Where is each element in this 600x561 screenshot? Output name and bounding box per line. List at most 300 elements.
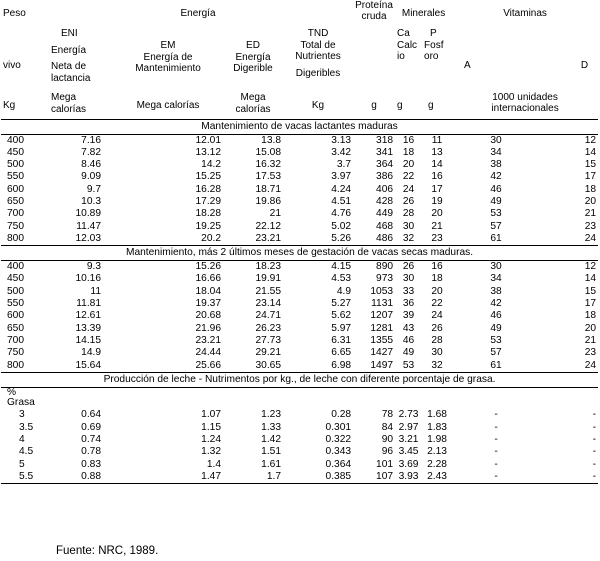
table-cell: - xyxy=(452,471,528,484)
table-row xyxy=(1,273,598,285)
table-cell: 0.385 xyxy=(283,471,353,484)
table-cell: 30 xyxy=(402,273,415,285)
table-cell: 8.46 xyxy=(81,159,101,171)
table-cell: 9.09 xyxy=(81,171,101,183)
table-cell: 0.83 xyxy=(81,458,101,470)
table-cell: 20.68 xyxy=(195,310,221,322)
table-cell: 20 xyxy=(584,195,597,207)
table-cell: 0.301 xyxy=(325,421,352,433)
table-cell: 11 xyxy=(431,134,443,146)
table-cell: 21.55 xyxy=(255,285,281,297)
table-cell: 18 xyxy=(431,273,443,285)
table-cell: 84 xyxy=(381,421,394,433)
table-cell: 1355 xyxy=(370,334,394,346)
ed-line3: Digerible xyxy=(233,63,273,74)
table-cell: 5.26 xyxy=(331,232,352,244)
table-cell: 318 xyxy=(376,134,394,146)
table-cell: 13 xyxy=(431,146,443,158)
table-cell: 17 xyxy=(431,183,443,195)
table-cell: 18 xyxy=(584,183,597,195)
table-cell: 19.37 xyxy=(195,298,221,310)
unit-ed-line1: Mega xyxy=(240,92,266,103)
table-cell: 4.5 xyxy=(19,446,34,458)
table-cell: 5.62 xyxy=(331,310,352,322)
unit-eni-line2: calorías xyxy=(51,103,87,115)
table-cell: 46 xyxy=(490,183,502,195)
grasa-header xyxy=(1,387,43,409)
table-cell: 39 xyxy=(402,310,415,322)
table-cell: 21 xyxy=(584,334,597,346)
table-cell: 890 xyxy=(376,261,394,273)
table-cell: 12 xyxy=(584,261,597,273)
table-row xyxy=(1,171,598,183)
header-proteina-blank xyxy=(353,28,395,92)
table-row xyxy=(1,286,598,298)
header-energia: Energía xyxy=(180,8,216,20)
table-cell: 19.91 xyxy=(255,273,281,285)
table-cell: 486 xyxy=(376,232,394,244)
table-cell: 24.71 xyxy=(255,310,281,322)
p-line3: oro xyxy=(424,51,439,62)
table-cell: 22.12 xyxy=(255,220,281,232)
table-cell: 49 xyxy=(402,347,415,359)
table-cell: 16 xyxy=(431,171,443,183)
ca-line3: io xyxy=(397,51,405,62)
table-cell: 24 xyxy=(584,232,597,244)
table-cell: 600 xyxy=(7,183,24,195)
table-cell: 22 xyxy=(431,298,443,310)
unit-vit-line2: internacionales xyxy=(491,103,559,114)
table-cell: 400 xyxy=(7,134,24,146)
table-cell: 19.25 xyxy=(195,220,221,232)
header-peso: Peso xyxy=(3,8,26,20)
table-cell: 0.88 xyxy=(43,471,113,484)
table-cell: 449 xyxy=(376,208,394,220)
table-cell: 0.364 xyxy=(325,458,352,470)
table-cell: 61 xyxy=(490,232,502,244)
table-cell: 30.65 xyxy=(255,359,281,371)
table-row xyxy=(1,422,598,434)
table-row xyxy=(1,434,598,446)
tnd-line4: Digeribles xyxy=(295,67,341,79)
table-cell: 4.9 xyxy=(336,285,352,297)
table-cell: 1.4 xyxy=(206,458,221,470)
table-cell: 14 xyxy=(431,159,443,171)
table-cell: 16 xyxy=(402,134,415,146)
table-cell: 11 xyxy=(90,285,101,297)
table-cell: 800 xyxy=(7,232,24,244)
table-cell: 15.64 xyxy=(75,359,101,371)
table-row xyxy=(1,310,598,322)
table-cell: 6.98 xyxy=(331,359,352,371)
table-cell: 364 xyxy=(376,159,394,171)
table-cell: 11.47 xyxy=(76,220,101,232)
table-cell: 21 xyxy=(584,208,597,220)
table-cell: 21.96 xyxy=(195,322,221,334)
table-cell: 42 xyxy=(490,298,502,310)
table-cell: 17.29 xyxy=(195,195,221,207)
table-cell: 23 xyxy=(431,232,443,244)
table-cell: 1.68 xyxy=(427,409,447,421)
table-cell: 750 xyxy=(7,347,24,359)
table-cell: 57 xyxy=(490,347,502,359)
table-cell: 1.47 xyxy=(113,471,223,484)
header-ca xyxy=(395,28,422,92)
table-cell: 12.03 xyxy=(75,232,101,244)
header-vitaminas: Vitaminas xyxy=(503,8,547,20)
table-cell: 700 xyxy=(7,334,24,346)
table-cell: 2.73 xyxy=(398,409,419,421)
table-cell: 36 xyxy=(402,298,415,310)
table-row xyxy=(1,459,598,471)
table-cell: 43 xyxy=(402,322,415,334)
table-cell: 386 xyxy=(376,171,394,183)
ca-abbr: Ca xyxy=(397,28,410,39)
table-cell: 500 xyxy=(7,285,24,297)
table-cell: 29.21 xyxy=(255,347,281,359)
table-cell: 3.69 xyxy=(398,458,419,470)
table-row xyxy=(1,159,598,171)
header-proteina: Proteína cruda xyxy=(355,0,393,22)
table-cell: 3.13 xyxy=(331,134,352,146)
table-cell: 468 xyxy=(376,220,394,232)
table-row xyxy=(1,261,598,274)
table-cell: 13.12 xyxy=(195,146,221,158)
table-cell: 800 xyxy=(7,359,24,371)
table-cell: 38 xyxy=(490,159,502,171)
table-row xyxy=(1,233,598,246)
table-cell: 12 xyxy=(584,134,597,146)
eni-line2: Energía xyxy=(51,44,87,56)
table-cell: 23.21 xyxy=(255,232,281,244)
unit-em: Mega calorías xyxy=(136,99,200,111)
table-cell: 500 xyxy=(7,159,24,171)
table-row xyxy=(1,347,598,359)
table-cell: 23 xyxy=(584,220,597,232)
header-vivo: vivo xyxy=(3,60,21,72)
em-line3: Mantenimiento xyxy=(135,63,201,74)
ca-line2: Calc xyxy=(397,39,418,51)
table-cell: 1.23 xyxy=(261,409,281,421)
table-header xyxy=(1,0,598,119)
table-cell: 1.24 xyxy=(201,433,221,445)
table-cell: 49 xyxy=(490,322,502,334)
table-row xyxy=(1,196,598,208)
table-cell: - xyxy=(592,433,597,445)
table-cell: 14.15 xyxy=(75,334,101,346)
table-cell: 1.42 xyxy=(261,433,281,445)
table-cell: 20 xyxy=(431,285,443,297)
table-cell: 0.69 xyxy=(81,421,101,433)
table-cell: 3.7 xyxy=(336,159,352,171)
unit-tnd: Kg xyxy=(311,99,325,111)
table-cell: 1.51 xyxy=(261,446,281,458)
header-eni xyxy=(43,28,113,92)
table-cell: 1.83 xyxy=(427,421,447,433)
table-cell: 9.7 xyxy=(86,183,101,195)
table-cell: 1.15 xyxy=(201,421,221,433)
header-ed xyxy=(223,28,283,92)
table-cell: 600 xyxy=(7,310,24,322)
table-cell: 16 xyxy=(431,261,443,273)
table-cell: 5.02 xyxy=(331,220,352,232)
table-cell: 3.93 xyxy=(395,471,422,484)
section-title: Producción de leche - Nutrimentos por kg., de leche con diferente porcentaje de grasa. xyxy=(1,372,598,387)
table-cell: 406 xyxy=(376,183,394,195)
table-cell: 1497 xyxy=(370,359,394,371)
table-cell: 341 xyxy=(376,146,394,158)
unit-eni xyxy=(43,92,113,119)
table-cell: 24 xyxy=(431,310,443,322)
table-cell: 4.15 xyxy=(331,261,352,273)
grasa-percent: % xyxy=(7,386,17,398)
table-row xyxy=(1,134,598,147)
table-cell: 61 xyxy=(490,359,502,371)
header-vit-a: A xyxy=(464,60,471,72)
table-cell: - xyxy=(494,409,498,421)
table-cell: - xyxy=(528,471,598,484)
table-cell: 10.3 xyxy=(81,195,101,207)
table-cell: 17 xyxy=(584,171,597,183)
table-cell: 21 xyxy=(269,208,281,220)
table-cell: 1.07 xyxy=(201,409,221,421)
table-cell: 3.97 xyxy=(331,171,352,183)
table-cell: 15.26 xyxy=(195,261,221,273)
table-cell: 400 xyxy=(7,261,24,273)
table-cell: 23 xyxy=(584,347,597,359)
table-cell: 53 xyxy=(490,208,502,220)
table-cell: 18.28 xyxy=(195,208,221,220)
section-milk-production xyxy=(1,372,598,483)
table-cell: 14.9 xyxy=(81,347,101,359)
table-cell: - xyxy=(592,446,597,458)
table-cell: 34 xyxy=(490,146,502,158)
table-cell: 21 xyxy=(431,220,443,232)
table-cell: 3.45 xyxy=(398,446,419,458)
table-cell: 11.81 xyxy=(76,298,101,310)
table-cell: 27.73 xyxy=(255,334,281,346)
table-cell: 46 xyxy=(490,310,502,322)
table-cell: - xyxy=(592,458,597,470)
table-cell: 57 xyxy=(490,220,502,232)
header-p xyxy=(422,28,452,92)
unit-eni-line1: Mega xyxy=(51,92,77,103)
table-row xyxy=(1,471,598,484)
table-cell: 32 xyxy=(402,232,415,244)
table-cell: 24.44 xyxy=(195,347,221,359)
table-cell: 19 xyxy=(431,195,443,207)
table-cell: 1.98 xyxy=(427,433,447,445)
ed-abbr: ED xyxy=(246,40,260,51)
table-cell: 12.61 xyxy=(75,310,101,322)
eni-line3: Neta de lactancia xyxy=(51,61,91,84)
table-cell: 5.27 xyxy=(331,298,352,310)
table-cell: 4.24 xyxy=(331,183,352,195)
table-cell: 0.74 xyxy=(81,433,101,445)
table-cell: 650 xyxy=(7,195,24,207)
table-cell: 18 xyxy=(584,310,597,322)
source-note: Fuente: NRC, 1989. xyxy=(56,545,159,557)
table-cell: 19.86 xyxy=(255,195,281,207)
section-lactating-maintenance xyxy=(1,119,598,246)
table-cell: 26 xyxy=(402,261,415,273)
header-tnd xyxy=(283,28,353,92)
table-cell: - xyxy=(494,446,498,458)
table-cell: 16.32 xyxy=(255,159,281,171)
table-cell: 18.23 xyxy=(255,261,281,273)
p-abbr: P xyxy=(430,28,437,39)
table-cell: 17.53 xyxy=(255,171,281,183)
tnd-line3: Nutrientes xyxy=(295,51,341,62)
table-cell: 23.14 xyxy=(255,298,281,310)
table-row xyxy=(1,446,598,458)
unit-vitaminas xyxy=(452,92,598,119)
table-cell: 10.89 xyxy=(75,208,101,220)
table-cell: 4.76 xyxy=(331,208,352,220)
table-cell: 973 xyxy=(376,273,394,285)
table-cell: 1207 xyxy=(370,310,394,322)
table-cell: 16.66 xyxy=(195,273,221,285)
table-cell: 38 xyxy=(490,285,502,297)
table-cell: 1427 xyxy=(370,347,394,359)
table-cell: 30 xyxy=(490,261,502,273)
table-cell: 26 xyxy=(431,322,443,334)
table-cell: 1.32 xyxy=(201,446,221,458)
table-cell: 16.28 xyxy=(195,183,221,195)
grasa-header-spacer xyxy=(43,387,598,409)
table-cell: 96 xyxy=(381,446,394,458)
table-cell: 1281 xyxy=(370,322,394,334)
table-row xyxy=(1,335,598,347)
unit-vit-line1: 1000 unidades xyxy=(492,92,558,103)
table-cell: 3.42 xyxy=(331,146,352,158)
grasa-label: Grasa xyxy=(7,397,35,409)
section-title: Mantenimiento de vacas lactantes maduras xyxy=(1,119,598,134)
table-cell: 101 xyxy=(376,458,394,470)
table-cell: 24 xyxy=(584,359,597,371)
unit-p: g xyxy=(428,99,434,111)
table-cell: 450 xyxy=(7,146,24,158)
table-cell: 5 xyxy=(19,458,25,470)
table-cell: 0.343 xyxy=(325,446,352,458)
tnd-abbr: TND xyxy=(307,28,329,39)
eni-abbr: ENI xyxy=(61,28,78,39)
table-cell: 15 xyxy=(584,159,597,171)
table-cell: 28 xyxy=(402,208,415,220)
table-cell: 2.43 xyxy=(422,471,452,484)
table-cell: 3 xyxy=(19,409,25,421)
table-cell: 650 xyxy=(7,322,24,334)
table-cell: 15.08 xyxy=(255,146,281,158)
table-cell: 1.61 xyxy=(261,458,281,470)
table-cell: 14 xyxy=(584,146,597,158)
table-cell: 30 xyxy=(490,134,502,146)
section-gestation-maintenance xyxy=(1,246,598,373)
table-row xyxy=(1,323,598,335)
table-cell: 20.2 xyxy=(201,232,221,244)
table-cell: 23.21 xyxy=(195,334,221,346)
table-cell: 30 xyxy=(431,347,443,359)
unit-kg: Kg xyxy=(3,99,16,111)
table-cell: 26.23 xyxy=(255,322,281,334)
table-cell: 550 xyxy=(7,171,24,183)
p-line2: Fosf xyxy=(424,39,444,51)
table-cell: 6.65 xyxy=(331,347,352,359)
table-cell: 13.8 xyxy=(261,134,281,146)
table-cell: - xyxy=(494,421,498,433)
table-row xyxy=(1,208,598,220)
table-cell: 3.21 xyxy=(398,433,419,445)
table-cell: 0.28 xyxy=(331,409,352,421)
nutrient-requirements-table xyxy=(1,0,598,484)
table-cell: 550 xyxy=(7,298,24,310)
table-cell: 0.322 xyxy=(325,433,352,445)
table-cell: 25.66 xyxy=(195,359,221,371)
ed-line2: Energía xyxy=(235,51,271,63)
table-cell: 1.33 xyxy=(261,421,281,433)
table-cell: 90 xyxy=(381,433,394,445)
table-cell: 20 xyxy=(431,208,443,220)
table-cell: 2.97 xyxy=(398,421,419,433)
table-cell: 15 xyxy=(584,285,597,297)
table-cell: 9.3 xyxy=(86,261,101,273)
table-cell: 14.2 xyxy=(201,159,221,171)
table-cell: 49 xyxy=(490,195,502,207)
table-cell: 18.71 xyxy=(255,183,281,195)
tnd-line2: Total de xyxy=(300,39,336,51)
table-cell: 1.7 xyxy=(223,471,283,484)
table-row xyxy=(1,409,598,421)
unit-ca: g xyxy=(397,99,403,111)
table-cell: 32 xyxy=(431,359,443,371)
table-cell: 10.16 xyxy=(75,273,101,285)
table-cell: 6.31 xyxy=(331,334,352,346)
unit-ed-line2: calorías xyxy=(235,103,271,115)
table-cell: 700 xyxy=(7,208,24,220)
table-cell: - xyxy=(494,458,498,470)
table-cell: 28 xyxy=(431,334,443,346)
table-row xyxy=(1,298,598,310)
table-cell: 4.51 xyxy=(331,195,352,207)
table-cell: 3.5 xyxy=(19,421,34,433)
header-vit-d: D xyxy=(580,60,589,72)
table-cell: 750 xyxy=(7,220,24,232)
table-cell: 4 xyxy=(19,433,25,445)
table-cell: - xyxy=(592,421,597,433)
table-cell: 4.53 xyxy=(331,273,352,285)
unit-proteina: g xyxy=(371,99,377,111)
table-cell: 33 xyxy=(402,285,415,297)
table-cell: 12.01 xyxy=(195,134,221,146)
table-cell: 53 xyxy=(490,334,502,346)
table-cell: 13.39 xyxy=(75,322,101,334)
table-cell: 17 xyxy=(584,298,597,310)
table-row xyxy=(1,360,598,373)
table-cell: 5.97 xyxy=(331,322,352,334)
table-cell: 78 xyxy=(381,409,394,421)
table-cell: 0.64 xyxy=(81,409,101,421)
table-cell: 18 xyxy=(402,146,415,158)
table-cell: 2.28 xyxy=(427,458,447,470)
table-cell: 18.04 xyxy=(195,285,221,297)
table-cell: 34 xyxy=(490,273,502,285)
table-cell: 1131 xyxy=(371,298,394,310)
table-cell: 22 xyxy=(402,171,415,183)
table-cell: 0.78 xyxy=(81,446,101,458)
em-line2: Energía de xyxy=(143,51,193,63)
table-cell: 26 xyxy=(402,195,415,207)
table-cell: 20 xyxy=(584,322,597,334)
